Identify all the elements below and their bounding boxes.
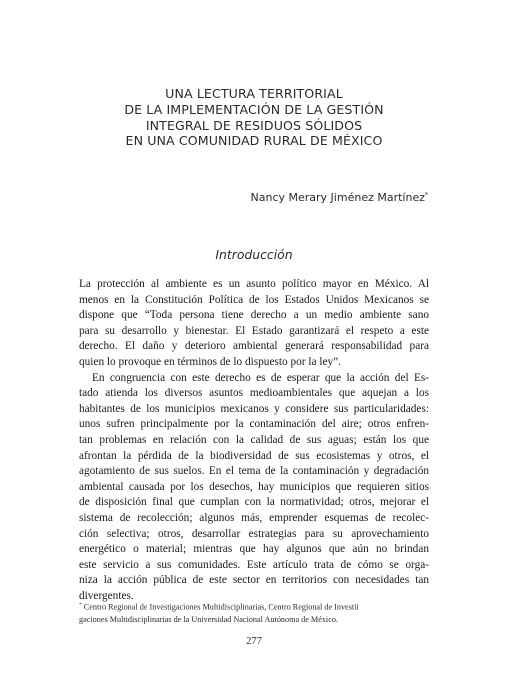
paragraph-2-line: este servicio a sus comunidades. Este artículo trata de cómo se orga- — [79, 558, 429, 571]
paragraph-2-line: En congruencia con este derecho es de esperar que la acción del Es- — [92, 371, 429, 384]
paragraph-2-line: divergentes. — [79, 589, 134, 602]
footnote-line — [79, 599, 429, 614]
paragraph-2-line: tan problemas en relación con la calidad de sus aguas; están los que — [79, 433, 429, 446]
chapter-title — [60, 86, 448, 149]
paragraph-2-line: energético o material; mientras que hay algunos que aún no brindan — [79, 543, 429, 556]
title-line: EN UNA COMUNIDAD RURAL DE MÉXICO — [125, 133, 383, 149]
paragraph-2-line: agotamiento de sus suelos. En el tema de la contaminación y degradación — [79, 465, 429, 478]
title-line: DE LA IMPLEMENTACIÓN DE LA GESTIÓN — [124, 101, 384, 117]
footnote — [79, 599, 429, 627]
title-line: INTEGRAL DE RESIDUOS SÓLIDOS — [145, 117, 363, 133]
page-number: 277 — [246, 636, 262, 647]
paragraph-2-line: niza la acción pública de este sector en territorios con necesidades tan — [79, 574, 429, 587]
paragraph-1-line: dispone que “Toda persona tiene derecho a un medio ambiente sano — [79, 309, 429, 322]
paragraph-1-line: derecho. El daño y deterioro ambiental generará responsabilidad para — [79, 340, 429, 353]
paragraph-2-line: tado atienda los diversos asuntos medioambientales que aquejan a los — [79, 387, 429, 400]
paragraph-2-line: ción selectiva; otros, desarrollar estrategias para su aprovechamiento — [79, 527, 429, 540]
paragraph-2-line: unos sufren principalmente por la contaminación del aire; otros enfren- — [79, 418, 429, 431]
footnote-marker: * — [79, 602, 82, 608]
paragraph-1-line: quien lo provoque en términos de lo dispuesto por la ley”. — [79, 355, 341, 368]
paragraph-1-line: para su desarrollo y bienestar. El Estado garantizará el respeto a este — [79, 324, 429, 337]
paragraph-2-line: sistema de recolección; algunos más, emprender esquemas de recolec- — [79, 511, 429, 524]
author-name: Nancy Merary Jiménez Martínez — [250, 191, 425, 204]
paragraph-1-line: La protección al ambiente es un asunto político mayor en México. Al — [79, 278, 429, 290]
author-footnote-marker: * — [425, 191, 428, 199]
paragraph-2-line: afrontan la pérdida de la biodiversidad de sus ecosistemas y otros, el — [79, 449, 429, 462]
paragraph-2-line: habitantes de los municipios mexicanos y considere sus particularidades: — [79, 402, 429, 415]
author-line — [251, 191, 428, 204]
paragraph-2-line: de disposición final que cumplan con la normatividad; otros, mejorar el — [79, 496, 429, 509]
body-text — [79, 277, 429, 604]
paragraph-1-line: menos en la Constitución Política de los Estados Unidos Mexicanos se — [79, 293, 429, 306]
paragraph-2-line: ambiental causada por los desechos, hay municipios que requieren sitios — [79, 480, 429, 493]
section-heading: Introducción — [215, 247, 293, 262]
title-line: UNA LECTURA TERRITORIAL — [165, 86, 343, 101]
footnote-text: Centro Regional de Investigaciones Multidisciplinarias, Centro Regional de Investii — [83, 602, 359, 612]
footnote-line: gaciones Multidisciplinarias de la Universidad Nacional Autónoma de México. — [79, 615, 338, 625]
